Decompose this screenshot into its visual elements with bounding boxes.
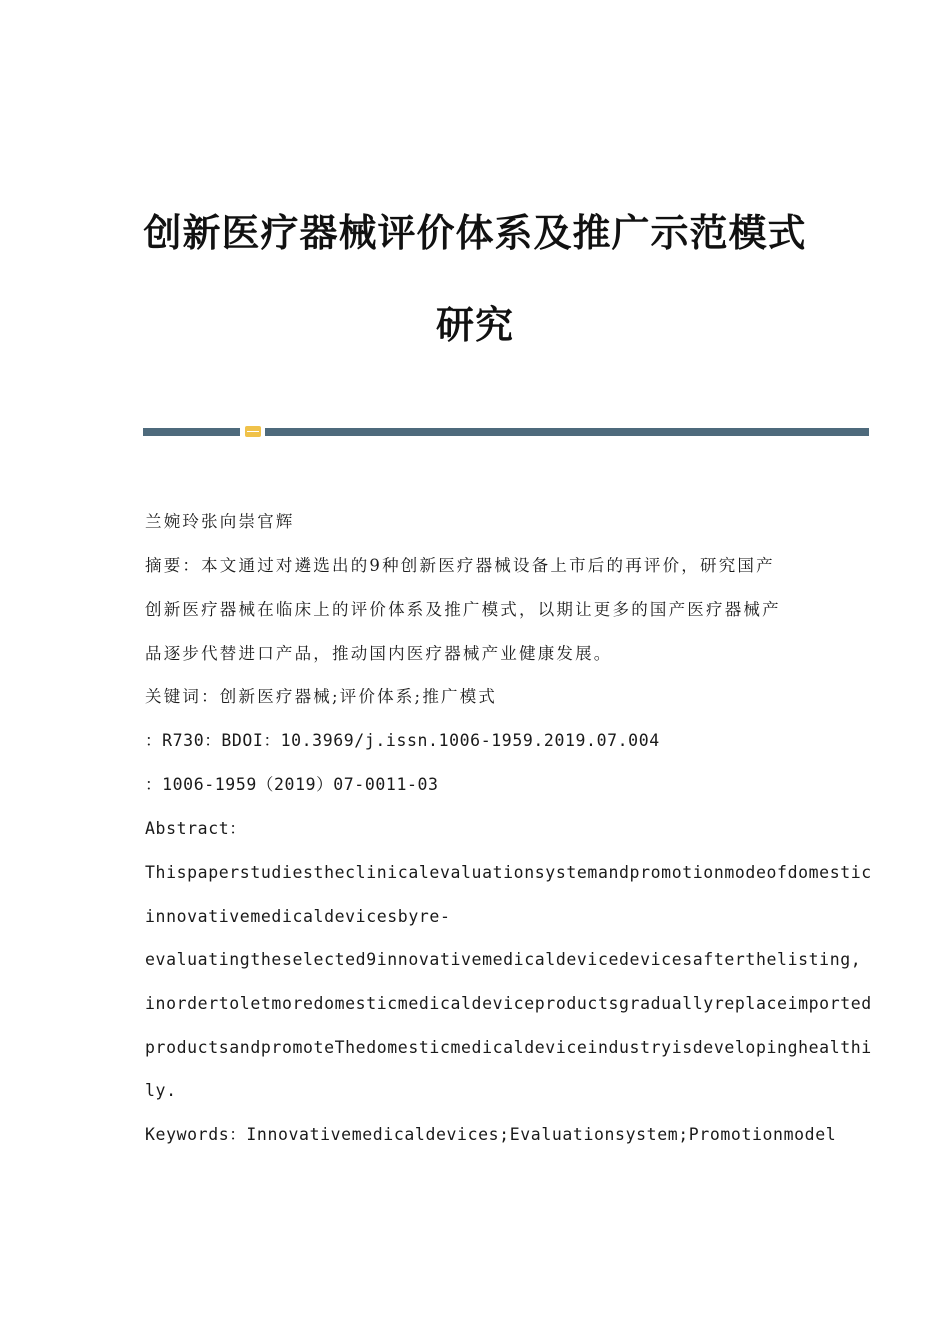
- abstract-en-label: Abstract：: [145, 819, 247, 838]
- abstract-en-line-6: ly.: [145, 1081, 177, 1100]
- title-divider: [143, 426, 869, 436]
- divider-bar-right: [265, 428, 869, 436]
- abstract-en-line-1: Thispaperstudiestheclinicalevaluationsystemandpromotionmodeofdomestic: [145, 863, 872, 882]
- authors: 兰婉玲张向崇官辉: [145, 512, 295, 531]
- article-id: ：1006-1959（2019）07-0011-03: [145, 775, 439, 794]
- abstract-en-line-3: evaluatingtheselected9innovativemedicaldevicedevicesafterthelisting,: [145, 950, 862, 969]
- keywords-en: Keywords：Innovativemedicaldevices;Evaluationsystem;Promotionmodel: [145, 1125, 837, 1144]
- abstract-cn-line-3: 品逐步代替进口产品，推动国内医疗器械产业健康发展。: [145, 644, 613, 663]
- keywords-cn: 关键词：创新医疗器械;评价体系;推广模式: [145, 687, 498, 706]
- paper-title-line-1: 创新医疗器械评价体系及推广示范模式: [143, 210, 807, 255]
- abstract-en-line-5: productsandpromoteThedomesticmedicaldeviceindustryisdevelopinghealthi: [145, 1038, 872, 1057]
- abstract-cn-line-1: 摘要：本文通过对遴选出的9种创新医疗器械设备上市后的再评价，研究国产: [145, 556, 775, 575]
- classification-doi: ：R730：BDOI：10.3969/j.issn.1006-1959.2019.07.004: [145, 731, 660, 750]
- abstract-en-line-2: innovativemedicaldevicesbyre-: [145, 907, 451, 926]
- abstract-en-line-4: inordertoletmoredomesticmedicaldeviceproductsgraduallyreplaceimported: [145, 994, 872, 1013]
- divider-bar-left: [143, 428, 240, 436]
- paper-title-line-2: 研究: [435, 302, 514, 347]
- divider-emblem-icon: [245, 426, 261, 437]
- abstract-cn-line-2: 创新医疗器械在临床上的评价体系及推广模式，以期让更多的国产医疗器械产: [145, 600, 781, 619]
